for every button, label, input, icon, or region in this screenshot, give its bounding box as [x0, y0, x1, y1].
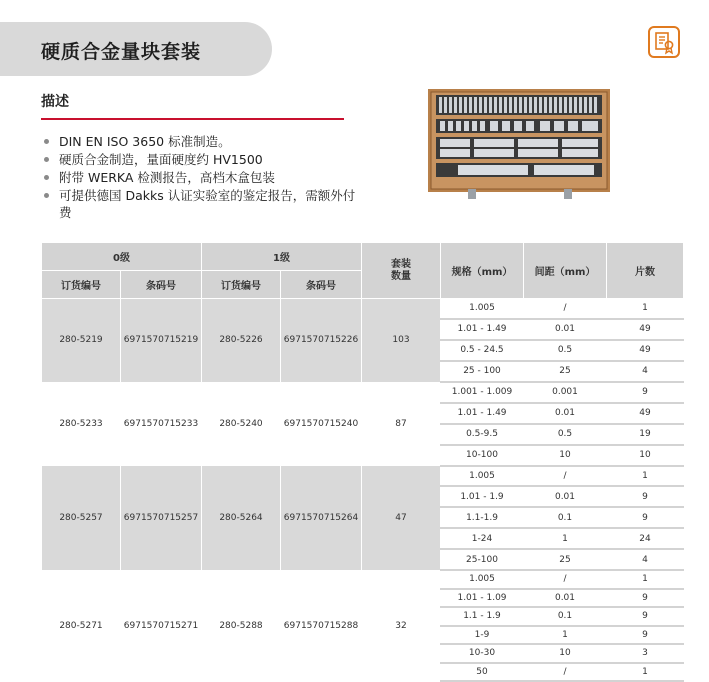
spec-cell: 50 [441, 663, 524, 682]
feature-item: 硬质合金制造，量面硬度约 HV1500 [41, 151, 361, 168]
order-number-cell: 280-5271 [42, 570, 121, 681]
set-qty-cell: 47 [362, 466, 441, 570]
spec-cell: 10-100 [441, 445, 524, 466]
pieces-cell: 19 [607, 424, 684, 445]
spec-cell: 1.1-1.9 [441, 507, 524, 528]
spec-cell: 1.005 [441, 299, 524, 319]
step-cell: 10 [524, 644, 607, 663]
step-cell: 0.1 [524, 507, 607, 528]
step-cell: 25 [524, 361, 607, 382]
set-qty-cell: 87 [362, 382, 441, 466]
order-number-cell: 280-5226 [202, 299, 281, 382]
barcode-cell: 6971570715226 [281, 299, 362, 382]
pieces-cell: 3 [607, 644, 684, 663]
spec-cell: 25 - 100 [441, 361, 524, 382]
step-cell: 0.1 [524, 607, 607, 626]
set-qty-cell: 103 [362, 299, 441, 382]
step-cell: / [524, 299, 607, 319]
gauge-block-case-image [428, 89, 610, 204]
grade-1-header: 1级 [202, 243, 362, 271]
red-divider [41, 118, 344, 120]
set-qty-cell: 32 [362, 570, 441, 681]
order-number-cell: 280-5240 [202, 382, 281, 466]
table-row [42, 382, 684, 403]
pieces-cell: 9 [607, 626, 684, 645]
step-cell: 0.5 [524, 424, 607, 445]
step-cell: 0.5 [524, 340, 607, 361]
spec-cell: 1.01 - 1.49 [441, 319, 524, 340]
pieces-cell: 9 [607, 486, 684, 507]
spec-cell: 1.001 - 1.009 [441, 382, 524, 403]
barcode-cell: 6971570715264 [281, 466, 362, 570]
set-qty-header: 套装数量 [362, 243, 441, 299]
feature-list [41, 133, 361, 222]
table-row [42, 570, 684, 589]
order-no-header: 订货编号 [42, 271, 121, 299]
spec-cell: 1-9 [441, 626, 524, 645]
feature-item: 可提供德国 Dakks 认证实验室的鉴定报告，需额外付费 [41, 187, 361, 221]
step-cell: 0.01 [524, 486, 607, 507]
spec-header: 规格（mm） [441, 243, 524, 299]
pieces-cell: 4 [607, 361, 684, 382]
spec-cell: 1.01 - 1.49 [441, 403, 524, 424]
step-cell: 0.01 [524, 319, 607, 340]
step-cell: / [524, 466, 607, 487]
pieces-cell: 9 [607, 589, 684, 608]
step-header: 间距（mm） [524, 243, 607, 299]
pieces-cell: 1 [607, 466, 684, 487]
barcode-cell: 6971570715240 [281, 382, 362, 466]
pieces-cell: 49 [607, 319, 684, 340]
pieces-cell: 1 [607, 570, 684, 589]
spec-cell: 1.01 - 1.9 [441, 486, 524, 507]
barcode-header: 条码号 [121, 271, 202, 299]
spec-cell: 1.005 [441, 466, 524, 487]
pieces-cell: 49 [607, 340, 684, 361]
order-no-header: 订货编号 [202, 271, 281, 299]
order-number-cell: 280-5257 [42, 466, 121, 570]
spec-cell: 1-24 [441, 528, 524, 549]
certificate-icon[interactable] [648, 26, 680, 58]
section-title: 描述 [41, 94, 69, 110]
grade-0-header: 0级 [42, 243, 202, 271]
table-row [42, 299, 684, 319]
spec-cell: 10-30 [441, 644, 524, 663]
feature-item: DIN EN ISO 3650 标准制造。 [41, 133, 361, 150]
pieces-header: 片数 [607, 243, 684, 299]
step-cell: / [524, 663, 607, 682]
spec-cell: 1.01 - 1.09 [441, 589, 524, 608]
barcode-cell: 6971570715271 [121, 570, 202, 681]
pieces-cell: 24 [607, 528, 684, 549]
step-cell: 0.001 [524, 382, 607, 403]
pieces-cell: 9 [607, 607, 684, 626]
barcode-cell: 6971570715257 [121, 466, 202, 570]
order-number-cell: 280-5219 [42, 299, 121, 382]
pieces-cell: 49 [607, 403, 684, 424]
order-number-cell: 280-5288 [202, 570, 281, 681]
pieces-cell: 9 [607, 507, 684, 528]
spec-cell: 0.5-9.5 [441, 424, 524, 445]
barcode-header: 条码号 [281, 271, 362, 299]
spec-cell: 25-100 [441, 549, 524, 570]
step-cell: 25 [524, 549, 607, 570]
step-cell: 0.01 [524, 589, 607, 608]
pieces-cell: 10 [607, 445, 684, 466]
spec-cell: 1.005 [441, 570, 524, 589]
page-title: 硬质合金量块套装 [41, 41, 202, 63]
step-cell: 1 [524, 528, 607, 549]
feature-item: 附带 WERKA 检测报告，高档木盒包装 [41, 169, 361, 186]
pieces-cell: 1 [607, 663, 684, 682]
spec-cell: 0.5 - 24.5 [441, 340, 524, 361]
barcode-cell: 6971570715233 [121, 382, 202, 466]
step-cell: 1 [524, 626, 607, 645]
spec-table [41, 242, 684, 682]
pieces-cell: 9 [607, 382, 684, 403]
spec-cell: 1.1 - 1.9 [441, 607, 524, 626]
order-number-cell: 280-5264 [202, 466, 281, 570]
step-cell: 10 [524, 445, 607, 466]
pieces-cell: 1 [607, 299, 684, 319]
table-row [42, 466, 684, 487]
step-cell: 0.01 [524, 403, 607, 424]
barcode-cell: 6971570715219 [121, 299, 202, 382]
barcode-cell: 6971570715288 [281, 570, 362, 681]
order-number-cell: 280-5233 [42, 382, 121, 466]
pieces-cell: 4 [607, 549, 684, 570]
step-cell: / [524, 570, 607, 589]
